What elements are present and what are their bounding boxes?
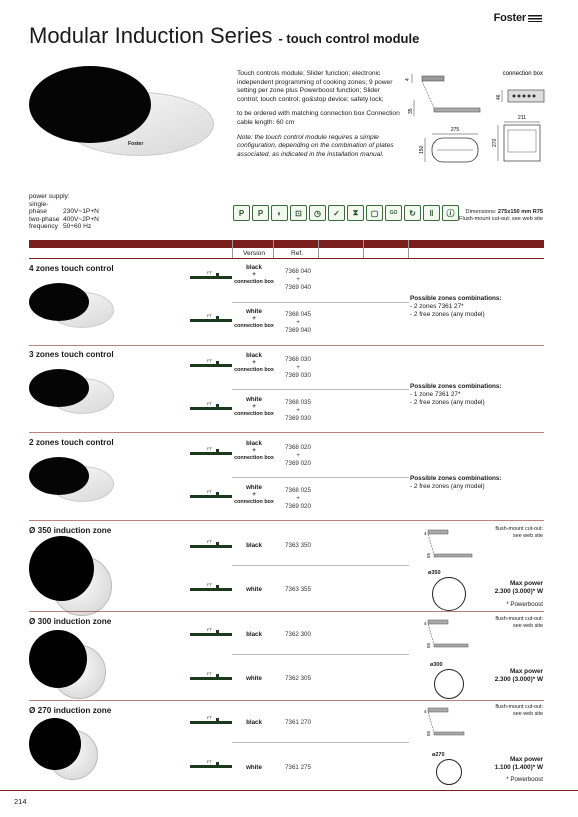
- version-cell: white: [246, 764, 262, 771]
- dim-150: 150: [419, 145, 425, 154]
- ft-install-icon: FT: [190, 760, 232, 772]
- ft-install-icon: FT: [190, 716, 232, 728]
- pause-icon: P: [252, 205, 269, 221]
- section-divider: [29, 520, 544, 521]
- ft-install-icon: FT: [190, 490, 232, 502]
- zone-image-black: [29, 718, 81, 770]
- powerboost-note: * Powerboost: [506, 601, 543, 608]
- version-cell: black: [246, 542, 262, 549]
- footer-line: [0, 790, 578, 791]
- max-power: Max power 2.300 (3.000)* W: [494, 580, 543, 595]
- section-divider: [29, 432, 544, 433]
- description-ordering: to be ordered with matching connection box Connection cable length: 60 cm: [237, 110, 400, 126]
- zone-circle-drawing: [434, 669, 464, 699]
- product-image-black: [29, 369, 89, 407]
- ref-cell: 7368 025 + 7369 020: [285, 487, 311, 510]
- section-title-3-zones: 3 zones touch control: [29, 350, 114, 359]
- ft-install-icon: FT: [190, 271, 232, 283]
- ref-cell: 7363 350: [285, 542, 311, 549]
- zones-combinations: Possible zones combinations: - 2 free zones (any model): [410, 475, 502, 490]
- diameter-label: ø300: [430, 662, 443, 668]
- max-power: Max power 1.100 (1.400)* W: [494, 756, 543, 771]
- product-logo: Foster: [128, 141, 144, 147]
- ft-install-icon: FT: [190, 628, 232, 640]
- ref-cell: 7363 355: [285, 586, 311, 593]
- dim-275: 275: [450, 127, 460, 133]
- flush-mount-note: flush-mount cut-out: see web site: [495, 616, 543, 629]
- ft-install-icon: FT: [190, 583, 232, 595]
- slider-icon: ◐: [271, 205, 288, 221]
- ft-install-icon: FT: [190, 672, 232, 684]
- go-stop-icon: GO: [385, 205, 402, 221]
- box-top-view: [504, 125, 540, 161]
- dim-35: 35: [408, 108, 414, 114]
- section-divider: [29, 700, 544, 701]
- columns-icon: ‖: [423, 205, 440, 221]
- version-cell: black + connection box: [234, 440, 274, 461]
- ref-cell: 7368 040 + 7369 040: [285, 268, 311, 291]
- ft-install-icon: FT: [190, 314, 232, 326]
- module-profile-side: [434, 108, 480, 112]
- version-cell: black: [246, 719, 262, 726]
- version-cell: black + connection box: [234, 352, 274, 373]
- diameter-label: ø270: [432, 752, 445, 758]
- connection-box-label: connection box: [502, 71, 543, 77]
- hourglass-icon: ⧗: [347, 205, 364, 221]
- dim-4: 4: [424, 621, 427, 626]
- section-divider: [29, 345, 544, 346]
- check-icon: ✓: [328, 205, 345, 221]
- description-note: Note: the touch control module requires a simple configuration, depending on the combination of plates associated, as indicated in the installation manual.: [237, 133, 394, 158]
- dimensions-info: Dimensions: 275x150 mm R75 Flush-mount cut-out: see web site: [459, 209, 543, 222]
- version-cell: white + connection box: [234, 396, 274, 417]
- ref-cell: 7361 270: [285, 719, 311, 726]
- section-title-270: Ø 270 induction zone: [29, 706, 112, 715]
- product-image-black: [29, 283, 89, 321]
- version-cell: black: [246, 631, 262, 638]
- powerboost-icon: P: [233, 205, 250, 221]
- supply-row: two-phase 400V~2P+N: [29, 215, 99, 223]
- zone-profile-drawing: [418, 526, 488, 566]
- dim-4: 4: [424, 531, 427, 536]
- section-title-300: Ø 300 induction zone: [29, 617, 112, 626]
- feature-icons: [233, 205, 459, 221]
- ref-cell: 7368 045 + 7369 040: [285, 311, 311, 334]
- column-header-version: Version: [243, 250, 265, 257]
- product-image-black: [29, 66, 151, 143]
- product-image-black: [29, 457, 89, 495]
- dimensions-icon: ▢: [366, 205, 383, 221]
- ref-cell: 7362 305: [285, 675, 311, 682]
- powerboost-note: * Powerboost: [506, 776, 543, 783]
- power-supply: [29, 193, 99, 231]
- zone-profile-drawing: [418, 616, 488, 656]
- safety-lock-icon: ⊡: [290, 205, 307, 221]
- page-subtitle: - touch control module: [278, 31, 420, 46]
- technical-drawing: [400, 64, 550, 204]
- version-cell: white: [246, 675, 262, 682]
- product-description: [237, 70, 402, 165]
- supply-row: single-phase 230V~1P+N: [29, 200, 99, 216]
- brand-bars-icon: [528, 15, 542, 22]
- ref-cell: 7368 035 + 7369 030: [285, 399, 311, 422]
- dim-211: 211: [518, 115, 526, 121]
- ft-install-icon: FT: [190, 540, 232, 552]
- section-divider: [29, 611, 544, 612]
- recall-icon: ↻: [404, 205, 421, 221]
- zone-circle-drawing: [436, 759, 462, 785]
- max-power: Max power 2.300 (3.000)* W: [494, 668, 543, 683]
- diameter-label: ø350: [428, 570, 441, 576]
- zones-combinations: Possible zones combinations: - 1 zone 7361 27* - 2 free zones (any model): [410, 383, 502, 406]
- zone-circle-drawing: [432, 577, 466, 611]
- flush-mount-note: flush-mount cut-out: see web site: [495, 704, 543, 717]
- flush-mount-note: flush-mount cut-out: see web site: [495, 526, 543, 539]
- dim-55: 55: [426, 552, 431, 558]
- dim-55: 55: [426, 730, 431, 736]
- ft-install-icon: FT: [190, 359, 232, 371]
- zone-profile-drawing: [418, 704, 488, 744]
- dim-4: 4: [424, 709, 427, 714]
- version-cell: white + connection box: [234, 484, 274, 505]
- flush-mount-info: Flush-mount cut-out: see web site: [459, 216, 543, 222]
- brand-logo: Foster: [494, 12, 542, 24]
- ft-install-icon: FT: [190, 402, 232, 414]
- page-title: Modular Induction Series - touch control module: [29, 23, 420, 48]
- power-supply-heading: power supply:: [29, 193, 70, 200]
- table-header-bar: [29, 240, 544, 248]
- dim-270: 270: [492, 138, 498, 147]
- dim-46: 46: [496, 94, 502, 100]
- ref-cell: 7368 020 + 7369 020: [285, 444, 311, 467]
- ref-cell: 7368 030 + 7369 030: [285, 356, 311, 379]
- ref-cell: 7362 300: [285, 631, 311, 638]
- version-cell: white + connection box: [234, 308, 274, 329]
- dimensions-value: 275x150 mm R75: [497, 209, 543, 215]
- zone-image-black: [29, 630, 87, 688]
- dim-55: 55: [426, 642, 431, 648]
- ref-cell: 7361 275: [285, 764, 311, 771]
- zone-image-black: [29, 536, 94, 601]
- section-title-350: Ø 350 induction zone: [29, 526, 112, 535]
- dim-4: 4: [405, 78, 411, 81]
- column-header-ref: Ref.: [291, 250, 304, 257]
- page-number: 214: [14, 797, 27, 806]
- version-cell: white: [246, 586, 262, 593]
- description-features: Touch controls module; Slider function; electronic independent programming of cooking zones; 9 power setting per zone plus Powerboost function; Slider control; touch control; go&stop device; safety lock;: [237, 70, 393, 103]
- auto-off-icon: ⓘ: [442, 205, 459, 221]
- module-profile-top: [422, 76, 444, 81]
- ft-install-icon: FT: [190, 447, 232, 459]
- version-cell: black + connection box: [234, 264, 274, 285]
- section-title-2-zones: 2 zones touch control: [29, 438, 114, 447]
- section-title-4-zones: 4 zones touch control: [29, 264, 114, 273]
- supply-row: frequency 50÷60 Hz: [29, 223, 92, 231]
- timer-icon: ◷: [309, 205, 326, 221]
- zones-combinations: Possible zones combinations: - 2 zones 7361 27* - 2 free zones (any model): [410, 295, 502, 318]
